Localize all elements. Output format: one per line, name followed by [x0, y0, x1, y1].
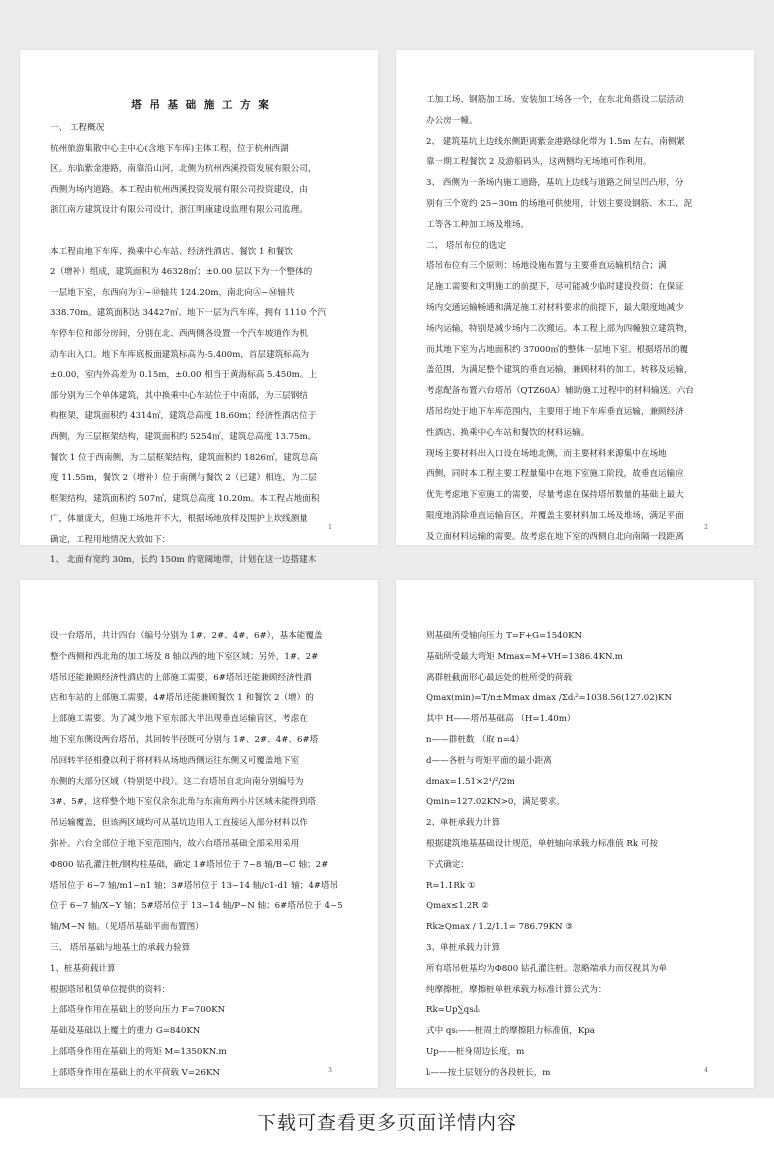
text-line: 上部塔身作用在基础上的水平荷载 V=26KN	[50, 1067, 220, 1078]
text-line: 一层地下室，东西向为①~⑩轴共 124.20m，南北向Ⓐ~Ⓜ轴共	[50, 287, 295, 298]
text-line: Rk=Up∑qsᵢlᵢ	[426, 1005, 480, 1016]
text-line: 2、 建筑基坑上边线东侧距离紫金港路绿化带为 1.5m 左右，南侧紧	[426, 136, 685, 147]
text-line: 吊回转半径相叠以利于将材料从场地西侧运往东侧又可覆盖地下室	[50, 755, 300, 766]
text-line: 其中 H——塔吊基础高 （H=1.40m）	[426, 714, 576, 725]
page-text	[426, 90, 730, 548]
text-line: 轴/M~N 轴。（见塔吊基础平面布置图）	[50, 922, 204, 933]
text-line: d——各桩与弯矩平面的最小距离	[426, 755, 552, 766]
text-line: 西侧为场内道路。本工程由杭州西溪投资发展有限公司投资建设，由	[50, 184, 308, 195]
text-line: 三、 塔吊基础与地基土的承载力验算	[50, 942, 191, 953]
text-line: 上部塔身作用在基础上的弯矩 M=1350KN.m	[50, 1046, 227, 1057]
text-line: 基础及基础以上覆土的重力 G=840KN	[50, 1026, 201, 1037]
text-line: 2、单桩承载力计算	[426, 818, 501, 829]
text-line: 部分别为三个单体建筑，其中换乘中心车站位于中南部，为三层钢结	[50, 390, 308, 401]
text-line: 吊运输覆盖，但该两区域均可从基坑边用人工直接运入部分材料以作	[50, 818, 308, 829]
text-line: 塔吊布位有三个原则：场地设施布置与主要垂直运输机结合；满	[426, 261, 667, 272]
text-line: 上部塔身作用在基础上的竖向压力 F=700KN	[50, 1005, 226, 1016]
text-line: 西侧，同时本工程主要工程量集中在地下室施工阶段，故垂直运输应	[426, 469, 684, 480]
text-line: 塔吊位于 6~7 轴/m1~n1 轴；3#塔吊位于 13~14 轴/c1-d1 轴；4#塔吊	[50, 880, 339, 891]
text-line: 3#、5#，这样整个地下室仅余东北角与东南角两小片区域未能得到塔	[50, 797, 316, 808]
text-line: 2（增补）组成，建筑面积为 46328㎡；±0.00 层以下为一个整体的	[50, 267, 313, 278]
text-line: 塔吊还能兼顾经济性酒店的上部施工需要，6#塔吊还能兼顾经济性酒	[50, 672, 312, 683]
text-line: 现场主要材料出入口设在场地北侧，而主要材料来源集中在场地	[426, 448, 667, 459]
text-line: 浙江南方建筑设计有限公司设计，浙江明康建设监理有限公司监理。	[50, 205, 308, 216]
page-text	[426, 626, 730, 1084]
text-line: 构框架，建筑面积约 4314㎡，建筑总高度 18.60m；经济性酒店位于	[50, 411, 317, 422]
text-line: 而其地下室为占地面积约 37000㎡的整体一层地下室。根据塔吊的覆	[426, 344, 689, 355]
text-line: 足施工需要和文明施工的前提下，尽可能减少临时建设投资；在保证	[426, 282, 684, 293]
text-line: Qmax(min)=T/n±Mmax dmax /Σdᵢ²=1038.56(127.02)KN	[426, 693, 672, 704]
text-line: 盖范围，为满足整个建筑的垂直运输，兼顾材料的加工、转移及运输，	[426, 365, 693, 376]
text-line: 杭州旅游集散中心主中心(含地下车库)主体工程，位于杭州西湖	[50, 143, 289, 154]
text-line: 确定，工程用地情况大致如下：	[50, 534, 171, 545]
page-text	[50, 626, 352, 1084]
text-line: 上部施工需要。为了减少地下室东部大半出现垂直运输盲区，考虑在	[50, 714, 308, 725]
text-line: 1、桩基荷载计算	[50, 963, 116, 974]
text-line: 优先考虑地下室施工的需要，尽量考虑在保持塔吊数量的基础上最大	[426, 490, 684, 501]
text-line: ±0.00，室内外高差为 0.15m，±0.00 相当于黄海标高 5.450m。上	[50, 370, 317, 381]
text-line: 二、 塔吊布位的选定	[426, 240, 507, 251]
text-line: 3、 西侧为一条场内施工道路，基坑上边线与道路之间呈凹凸形，分	[426, 178, 684, 189]
text-line: 性酒店、换乘中心车站和餐饮的材料运输。	[426, 427, 590, 438]
text-line: 车停车位和部分房间，分别在北、西两侧各设置一个汽车坡道作为机	[50, 328, 308, 339]
text-line: 考虑配备布置六台塔吊（QTZ60A）辅助施工过程中的材料输送。六台	[426, 386, 694, 397]
document-page-2	[396, 50, 754, 545]
text-line: 塔吊均处于地下车库范围内，主要用于地下车库垂直运输，兼顾经济	[426, 406, 684, 417]
text-line: 设一台塔吊，共计四台（编号分别为 1#、2#、4#、6#），基本能覆盖	[50, 631, 323, 641]
document-page-1	[20, 50, 378, 566]
text-line: Up——桩身周边长度，m	[426, 1046, 525, 1057]
text-line: 地下室东侧设两台塔吊，其回转半径既可分别与 1#、2#、4#、6#塔	[50, 734, 319, 745]
text-line: 场内运输，特别是减少场内二次搬运。本工程上部为四幢独立建筑物，	[426, 323, 693, 334]
text-line: Φ800 钻孔灌注桩/钢构柱基础，确定 1#塔吊位于 7~8 轴/B~C 轴；2#	[50, 859, 329, 870]
text-line: n——群桩数 （取 n=4）	[426, 734, 524, 745]
download-more-link[interactable]: 下载可查看更多页面详情内容	[256, 1112, 517, 1134]
page-text	[50, 118, 352, 571]
text-line: 式中 qsᵢ——桩周土的摩擦阻力标准值，Kpa	[426, 1026, 595, 1037]
text-line: Qmin=127.02KN>0，满足要求。	[426, 797, 565, 808]
text-line: 限度地消除垂直运输盲区，并覆盖主要材料加工场及堆场，满足平面	[426, 510, 684, 521]
text-line: 西侧，为三层框架结构，建筑面积约 5254㎡，建筑总高度 13.75m。	[50, 431, 317, 442]
text-line: 店和车站的上部施工需要，4#塔吊还能兼顾餐饮 1 和餐饮 2（增）的	[50, 693, 314, 704]
text-line: 及立面材料运输的需要。故考虑在地下室的西侧自北向南隔一段距离	[426, 531, 684, 542]
document-title: 塔 吊 基 础 施 工 方 案	[131, 99, 271, 111]
text-line: 338.70m。建筑面积达 34427㎡。地下一层为汽车库，拥有 1110 个汽	[50, 308, 327, 319]
text-line: 东侧的大部分区域（特别是中段）。这二台塔吊自北向南分别编号为	[50, 776, 304, 787]
document-page-4	[396, 580, 754, 1088]
document-page-3	[20, 580, 378, 1088]
page-number: 4	[704, 1067, 708, 1074]
text-line: 区。东临紫金港路，南靠沿山河，北侧为杭州西溪投资发展有限公司，	[50, 164, 317, 175]
text-line: 根据建筑地基基础设计规范，单桩轴向承载力标准值 Rk 可按	[426, 838, 658, 849]
text-line: 1、 北面有宽约 30m，长约 150m 的宽阔地带，计划在这一边搭建木	[50, 555, 317, 566]
text-line: 动车出入口。地下车库底板面建筑标高为-5.400m，首层建筑标高为	[50, 349, 310, 360]
text-line: 场内交通运输畅通和满足施工对材料要求的前提下，最大限度地减少	[426, 302, 684, 313]
page-number: 3	[328, 1067, 332, 1074]
text-line: 一、 工程概况	[50, 123, 105, 133]
text-line: 纯摩擦桩，摩擦桩单桩承载力标准计算公式为：	[426, 984, 607, 995]
text-line: 度 11.55m，餐饮 2（增补）位于南侧与餐饮 2（已建）相连，为二层	[50, 473, 317, 484]
text-line: 靠一期工程餐饮 2 及游船码头，这两侧均无场地可作利用。	[426, 157, 652, 168]
text-line: 整个西侧和西北角的加工场及 8 轴以西的地下室区域；另外，1#、2#	[50, 651, 319, 662]
text-line: dmax=1.51×2¹/²/2m	[426, 776, 515, 787]
text-line: 工加工场、钢筋加工场、安装加工场各一个，在东北角搭设二层活动	[426, 95, 684, 105]
text-line: lᵢ——按土层划分的各段桩长，m	[426, 1067, 551, 1078]
text-line: 根据塔吊租赁单位提供的资料：	[50, 984, 171, 995]
text-line: 本工程由地下车库、换乘中心车站、经济性酒店、餐饮 1 和餐饮	[50, 246, 293, 257]
text-line: 位于 6~7 轴/X~Y 轴；5#塔吊位于 13~14 轴/P~N 轴；6#塔吊位于 4~5	[50, 901, 343, 912]
text-line: Rk≥Qmax / 1.2/1.1= 786.79KN ③	[426, 922, 574, 933]
text-line: 框架结构，建筑面积约 507㎡，建筑总高度 10.20m。本工程占地面积	[50, 493, 320, 504]
text-line: Qmax≤1.2R ②	[426, 901, 489, 912]
text-line: R=1.1Rk ①	[426, 880, 476, 891]
text-line: 离群桩截面形心最远处的桩所受的荷载	[426, 672, 573, 683]
text-line: 所有塔吊桩基均为Φ800 钻孔灌注桩。忽略端承力而仅视其为单	[426, 963, 668, 974]
text-line	[50, 221, 352, 242]
text-line: 餐饮 1 位于西南侧，为二层框架结构，建筑面积约 1826㎡，建筑总高	[50, 452, 318, 463]
text-line: 工等各工种加工场及堆场。	[426, 219, 530, 230]
text-line: 别有三个宽约 25~30m 的场地可供使用，计划主要设钢筋、木工、泥	[426, 198, 693, 209]
text-line: 弥补。六台全部位于地下室范围内，故六台塔吊基础全部采用采用	[50, 838, 300, 849]
page-number: 1	[328, 524, 332, 531]
text-line: 广，体量庞大，但施工场地并不大，根据场地放样及围护上坎线测量	[50, 514, 308, 525]
text-line: 则基础所受轴向压力 T=F+G=1540KN	[426, 631, 583, 641]
text-line: 下式确定：	[426, 859, 469, 870]
text-line: 3、单桩承载力计算	[426, 942, 501, 953]
text-line: 办公房一幢。	[426, 115, 478, 126]
text-line: 基础所受最大弯矩 Mmax=M+VH=1386.4KN.m	[426, 651, 623, 662]
page-number: 2	[704, 524, 708, 531]
